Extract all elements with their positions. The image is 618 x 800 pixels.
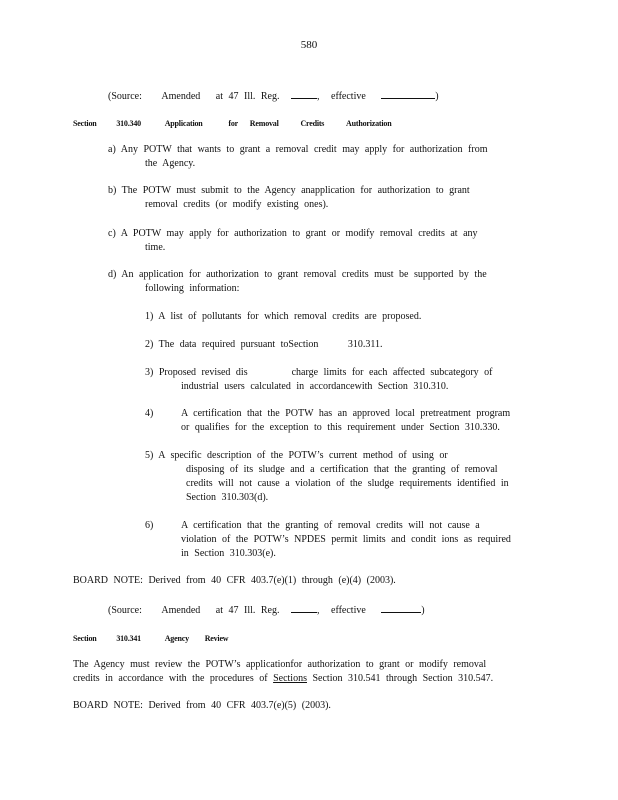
- item-d-line2: following information:: [145, 283, 240, 294]
- source-close: ): [435, 91, 439, 102]
- item-b-line1: b) The POTW must submit to the Agency anapplication for authorization to grant: [108, 185, 470, 196]
- review-line1: The Agency must review the POTW’s applicationfor authorization to grant or modify removal: [73, 659, 487, 670]
- subitem-4-line1: A certification that the POTW has an approved local pretreatment program: [181, 408, 511, 419]
- subitem-2-text: 2) The data required pursuant toSection: [145, 339, 319, 350]
- item-c-line2: time.: [145, 242, 166, 253]
- item-b-line2: removal credits (or modify existing ones).: [145, 199, 329, 210]
- subitem-5-line1: 5) A specific description of the POTW’s current method of using or: [145, 450, 448, 461]
- section-heading-310-340: [73, 117, 391, 131]
- review-struck-sections: Sections: [273, 673, 307, 684]
- subitem-2: [145, 338, 383, 352]
- source-effective: effective: [331, 605, 366, 616]
- page-number: 580: [300, 39, 318, 51]
- subitem-4-number: 4): [145, 408, 154, 419]
- subitem-1: 1) A list of pollutants for which removal credits are proposed.: [145, 311, 422, 322]
- section-title-word: Agency: [164, 634, 189, 643]
- board-note-1: BOARD NOTE: Derived from 40 CFR 403.7(e)(1) through (e)(4) (2003).: [73, 575, 396, 586]
- subitem-6-number: 6): [145, 520, 154, 531]
- subitem-6-line1: A certification that the granting of removal credits will not cause a: [181, 520, 480, 531]
- source-close: ): [421, 605, 425, 616]
- source-prefix: (Source:: [108, 91, 142, 102]
- source-amended: Amended: [161, 605, 201, 616]
- source-note-2: (Source: Amended at 47 Ill. Reg. , effective ): [108, 602, 425, 618]
- section-title-word: Review: [204, 634, 229, 643]
- section-title-word: Removal: [249, 119, 279, 128]
- section-title-word: Credits: [300, 119, 325, 128]
- section-title-word: Application: [164, 119, 203, 128]
- section-number: 310.341: [116, 634, 141, 643]
- subitem-5-line3: credits will not cause a violation of the sludge requirements identified in: [186, 478, 509, 489]
- section-number: 310.340: [116, 119, 141, 128]
- blank-reg: [291, 88, 317, 99]
- review-line2-rest: Section 310.541 through Section 310.547.: [312, 673, 494, 684]
- subitem-5-line2: disposing of its sludge and a certification that the granting of removal: [186, 464, 498, 475]
- board-note-2: BOARD NOTE: Derived from 40 CFR 403.7(e)(5) (2003).: [73, 700, 331, 711]
- subitem-6-line2: violation of the POTW’s NPDES permit limits and condit ions as required: [181, 534, 511, 545]
- subitem-3-line2: industrial users calculated in accordancewith Section 310.310.: [181, 381, 449, 392]
- item-a-line1: a) Any POTW that wants to grant a removal credit may apply for authorization from: [108, 144, 488, 155]
- source-amended: Amended: [161, 91, 201, 102]
- review-line2: [73, 672, 493, 686]
- section-heading-310-341: [73, 632, 228, 646]
- review-line2-text: credits in accordance with the procedures of: [73, 673, 268, 684]
- item-d-line1: d) An application for authorization to grant removal credits must be supported by the: [108, 269, 487, 280]
- subitem-5-line4: Section 310.303(d).: [186, 492, 269, 503]
- subitem-3-line1: 3) Proposed revised dis charge limits for each affected subcategory of: [145, 367, 493, 378]
- source-at: at 47 Ill. Reg.: [215, 605, 280, 616]
- section-label: Section: [73, 634, 97, 643]
- source-effective: effective: [331, 91, 366, 102]
- blank-effective: [381, 602, 421, 613]
- section-label: Section: [73, 119, 97, 128]
- subitem-4-line2: or qualifies for the exception to this requirement under Section 310.330.: [181, 422, 500, 433]
- source-prefix: (Source:: [108, 605, 142, 616]
- source-at: at 47 Ill. Reg.: [215, 91, 280, 102]
- blank-reg: [291, 602, 317, 613]
- blank-effective: [381, 88, 435, 99]
- section-title-word: Authorization: [346, 119, 392, 128]
- source-note-1: (Source: Amended at 47 Ill. Reg. , effective ): [108, 88, 439, 104]
- subitem-6-line3: in Section 310.303(e).: [181, 548, 276, 559]
- subitem-2-section: 310.311.: [347, 339, 383, 350]
- item-a-line2: the Agency.: [145, 158, 196, 169]
- section-title-word: for: [228, 119, 238, 128]
- item-c-line1: c) A POTW may apply for authorization to grant or modify removal credits at any: [108, 228, 478, 239]
